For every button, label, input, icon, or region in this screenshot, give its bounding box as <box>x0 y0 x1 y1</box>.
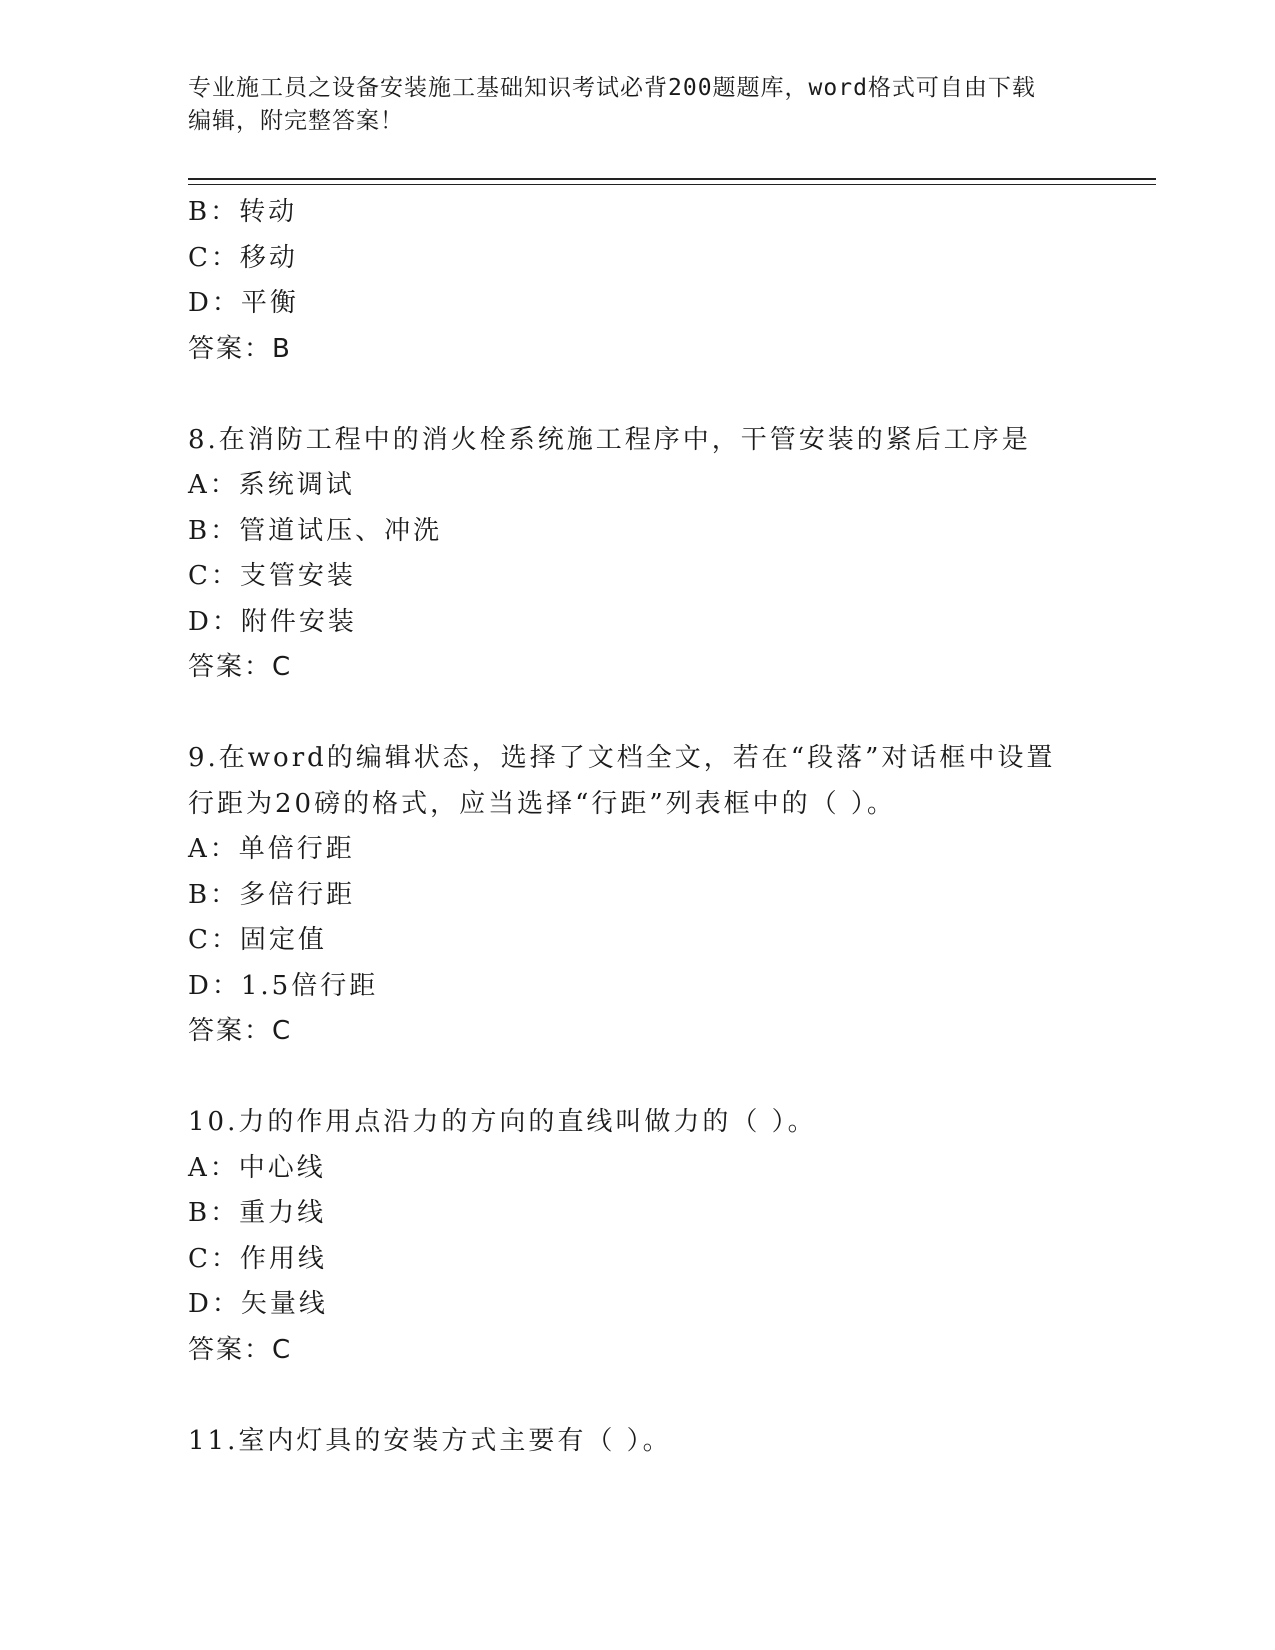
option-c <box>188 236 1088 282</box>
option-text: 作用线 <box>239 1243 327 1274</box>
question-stem: 11.室内灯具的安装方式主要有（ ）。 <box>188 1425 672 1456</box>
option-c <box>188 554 1088 600</box>
spacer <box>188 1373 1088 1419</box>
option-text: 转动 <box>239 197 298 227</box>
option-b <box>188 190 1088 236</box>
option-label: C： <box>188 925 240 955</box>
option-label: B： <box>188 515 240 546</box>
option-label: B： <box>188 1198 240 1228</box>
option-text: 单倍行距 <box>238 834 355 864</box>
option-label: B： <box>188 197 240 227</box>
option-label: D： <box>188 288 241 318</box>
option-label: C： <box>188 561 240 591</box>
answer: 答案：B <box>188 333 292 364</box>
option-a <box>188 463 1088 509</box>
answer: 答案：C <box>188 1016 293 1046</box>
option-label: D： <box>188 606 241 637</box>
option-label: A： <box>188 834 239 864</box>
option-label: D： <box>188 1289 241 1319</box>
option-d <box>188 600 1088 646</box>
option-text: 1.5倍行距 <box>240 970 379 1001</box>
question-11 <box>188 1419 1088 1465</box>
question-10 <box>188 1100 1088 1373</box>
option-c <box>188 918 1088 964</box>
option-label: C： <box>188 1243 240 1274</box>
spacer <box>188 1055 1088 1101</box>
option-text: 附件安装 <box>240 606 357 637</box>
question-list <box>188 190 1088 1464</box>
option-text: 中心线 <box>238 1152 326 1183</box>
option-label: B： <box>188 879 240 910</box>
option-label: A： <box>188 1152 239 1183</box>
option-text: 管道试压、冲洗 <box>239 515 443 546</box>
option-b <box>188 1191 1088 1237</box>
option-text: 移动 <box>239 242 298 273</box>
header-rule-thick <box>188 178 1156 180</box>
option-text: 矢量线 <box>240 1289 328 1319</box>
document-header <box>188 72 1068 138</box>
question-8 <box>188 418 1088 691</box>
header-rule-thin <box>188 184 1156 185</box>
option-label: D： <box>188 970 241 1001</box>
question-fragment <box>188 190 1088 372</box>
option-a <box>188 1146 1088 1192</box>
option-text: 重力线 <box>239 1198 327 1228</box>
question-9 <box>188 736 1088 1055</box>
option-text: 系统调试 <box>238 470 355 500</box>
option-d <box>188 281 1088 327</box>
option-a <box>188 827 1088 873</box>
option-b <box>188 509 1088 555</box>
option-c <box>188 1237 1088 1283</box>
option-text: 支管安装 <box>239 561 356 591</box>
spacer <box>188 372 1088 418</box>
option-d <box>188 1282 1088 1328</box>
option-label: A： <box>188 470 239 500</box>
option-d <box>188 964 1088 1010</box>
spacer <box>188 691 1088 737</box>
option-text: 多倍行距 <box>239 879 356 910</box>
question-stem: 8.在消防工程中的消火栓系统施工程序中，干管安装的紧后工序是 <box>188 424 1031 455</box>
header-line-2: 编辑，附完整答案！ <box>188 108 404 134</box>
option-label: C： <box>188 242 240 273</box>
option-text: 平衡 <box>240 288 299 318</box>
question-stem-continued: 行距为20磅的格式，应当选择“行距”列表框中的（ ）。 <box>188 788 896 819</box>
header-line-1: 专业施工员之设备安装施工基础知识考试必背200题题库，word格式可自由下载 <box>188 75 1036 101</box>
option-b <box>188 873 1088 919</box>
option-text: 固定值 <box>239 925 327 955</box>
answer: 答案：C <box>188 652 293 682</box>
question-stem: 9.在word的编辑状态，选择了文档全文，若在“段落”对话框中设置 <box>188 743 1056 773</box>
question-stem: 10.力的作用点沿力的方向的直线叫做力的（ ）。 <box>188 1107 817 1137</box>
answer: 答案：C <box>188 1334 293 1365</box>
